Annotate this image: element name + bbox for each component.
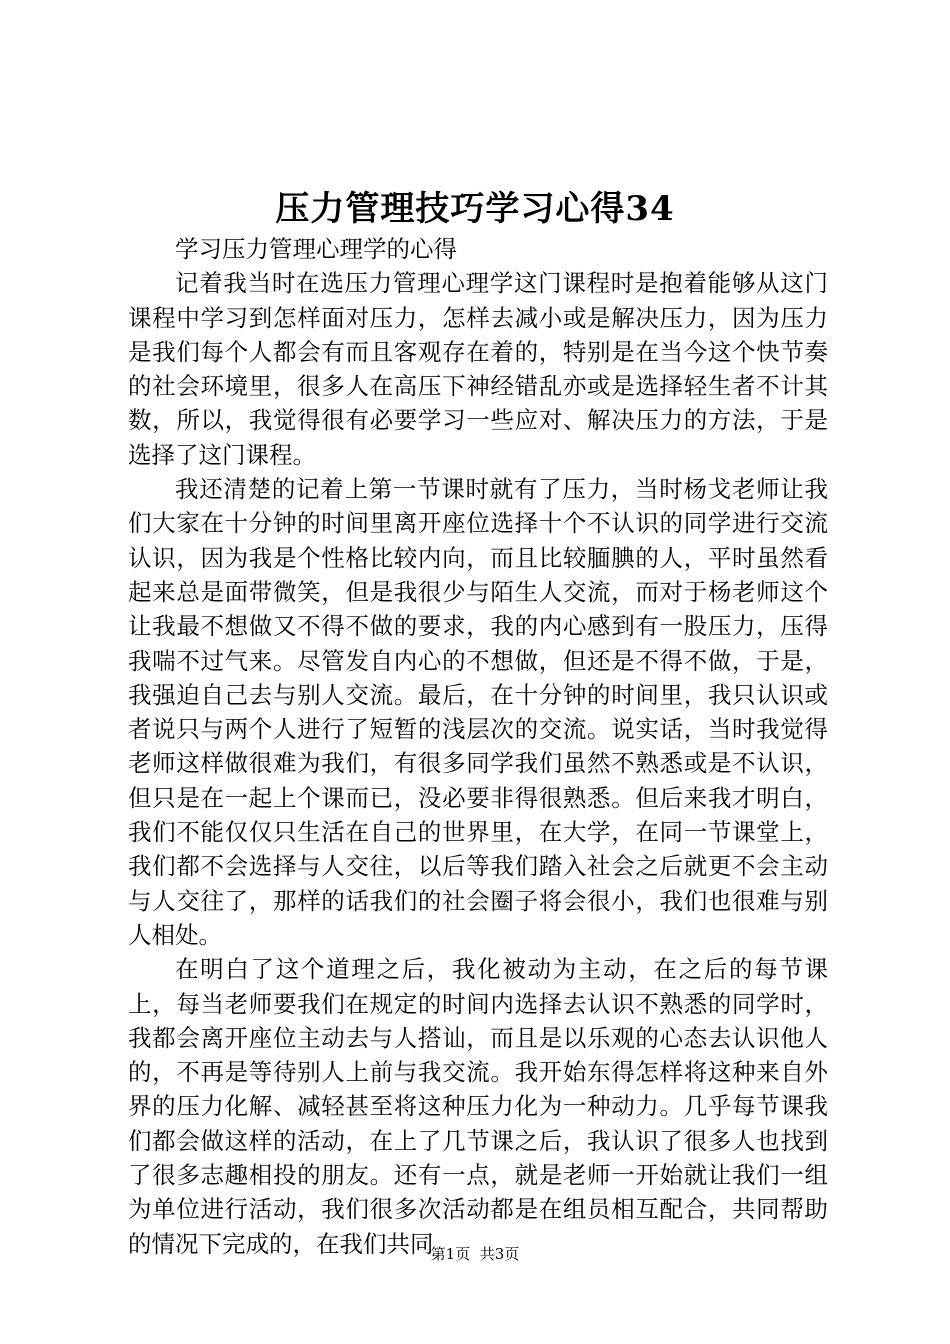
paragraph: 在明白了这个道理之后，我化被动为主动，在之后的每节课上，每当老师要我们在规定的时间内选择去认识不熟悉的同学时，我都会离开座位主动去与人搭讪，而且是以乐观的心态去认识他人的，不再是等待别人上前与我交流。我开始东得怎样将这种来自外界的压力化解、减轻甚至将这种压力化为一种动力。几乎每节课我们都会做这样的活动，在上了几节课之后，我认识了很多人也找到了很多志趣相投的朋友。还有一点，就是老师一开始就让我们一组为单位进行活动，我们很多次活动都是在组员相互配合，共同帮助的情况下完成的，在我们共同 (128, 955, 828, 1258)
paragraph: 我还清楚的记着上第一节课时就有了压力，当时杨戈老师让我们大家在十分钟的时间里离开座位选择十个不认识的同学进行交流认识，因为我是个性格比较内向，而且比较腼腆的人，平时虽然看起来总是面带微笑，但是我很少与陌生人交流，而对于杨老师这个让我最不想做又不得不做的要求，我的内心感到有一股压力，压得我喘不过气来。尽管发自内心的不想做，但还是不得不做，于是，我强迫自己去与别人交流。最后，在十分钟的时间里，我只认识或者说只与两个人进行了短暂的浅层次的交流。说实话，当时我觉得老师这样做很难为我们，有很多同学我们虽然不熟悉或是不认识，但只是在一起上个课而已，没必要非得很熟悉。但后来我才明白，我们不能仅仅只生活在自己的世界里，在大学，在同一节课堂上，我们都不会选择与人交往，以后等我们踏入社会之后就更不会主动与人交往了，那样的话我们的社会圈子将会很小，我们也很难与别人相处。 (128, 475, 828, 949)
page-footer (0, 1244, 950, 1264)
page-total: 共3页 (479, 1245, 520, 1263)
section-heading: 学习压力管理心理学的心得 (175, 235, 457, 263)
paragraph: 记着我当时在选压力管理心理学这门课程时是抱着能够从这门课程中学习到怎样面对压力，怎样去减小或是解决压力，因为压力是我们每个人都会有而且客观存在着的，特别是在当今这个快节奏的社会环境里，很多人在高压下神经错乱亦或是选择轻生者不计其数，所以，我觉得很有必要学习一些应对、解决压力的方法，于是选择了这门课程。 (128, 269, 828, 469)
page-number: 第1页 (430, 1245, 471, 1263)
document-title: 压力管理技巧学习心得34 (275, 189, 675, 229)
document-body (128, 232, 828, 1261)
